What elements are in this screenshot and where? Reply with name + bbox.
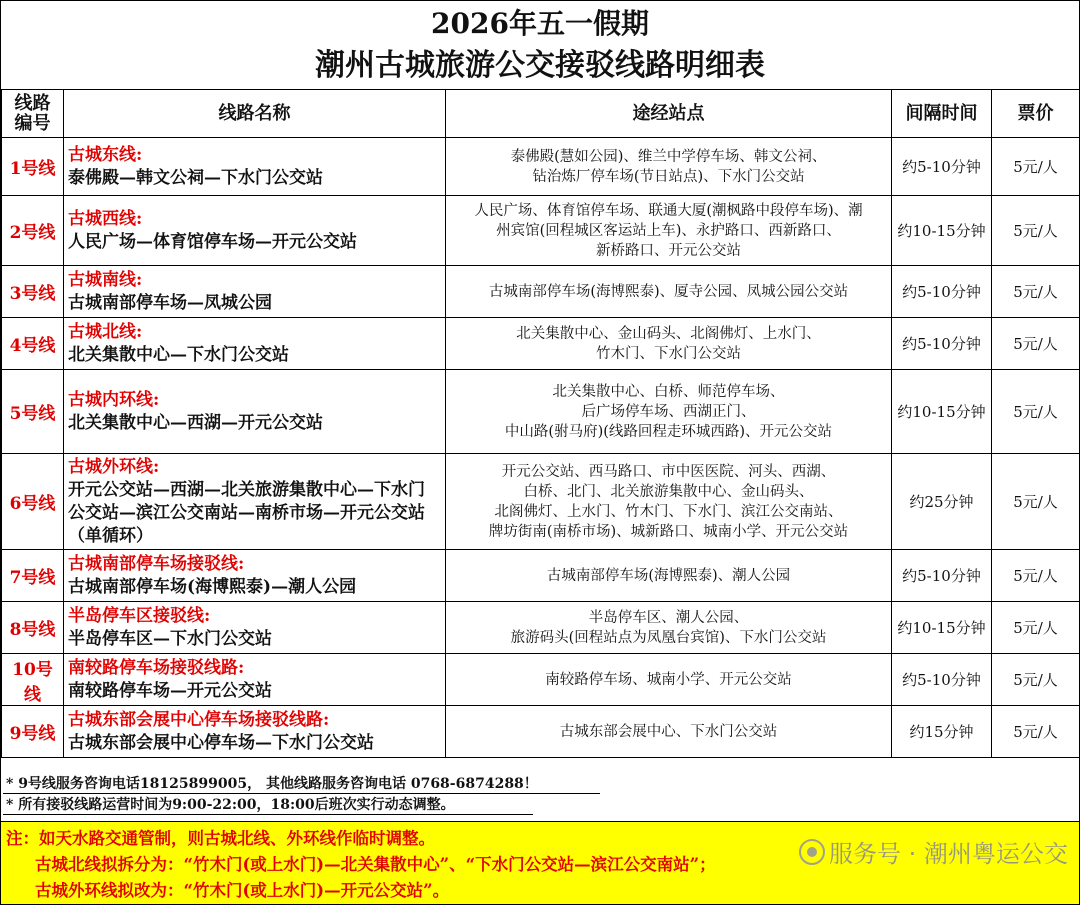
- note-underline-2: [3, 814, 533, 815]
- note-hotline: * 9号线服务咨询电话18125899005， 其他线路服务咨询电话 0768-6874288！: [6, 776, 538, 792]
- stops-line: 人民广场、体育馆停车场、联通大厦(潮枫路中段停车场)、潮: [474, 202, 863, 219]
- route-stops: [446, 370, 892, 454]
- route-number: 1号线: [2, 138, 64, 196]
- stops-line: 钻治炼厂停车场(节日站点)、下水门公交站: [532, 168, 805, 185]
- route-name-cell: [64, 266, 446, 318]
- stops-line: 后广场停车场、西湖正门、: [581, 403, 756, 420]
- route-stops: [446, 266, 892, 318]
- route-path: 北关集散中心—西湖—开元公交站: [68, 412, 323, 433]
- title-line-1: 2026年五一假期: [431, 7, 649, 40]
- stops-line: 古城南部停车场(海博熙泰)、厦寺公园、凤城公园公交站: [488, 283, 849, 300]
- stops-line: 旅游码头(回程站点为凤凰台宾馆)、下水门公交站: [510, 629, 827, 646]
- title-block: [1, 1, 1079, 90]
- route-interval: 约5-10分钟: [892, 550, 992, 602]
- route-name-cell: [64, 370, 446, 454]
- stops-line: 开元公交站、西马路口、市中医医院、河头、西湖、: [501, 463, 836, 480]
- route-title: 古城内环线:: [68, 389, 160, 410]
- stops-line: 古城东部会展中心、下水门公交站: [559, 723, 778, 740]
- title-line-2: 潮州古城旅游公交接驳线路明细表: [315, 48, 765, 83]
- route-number: 2号线: [2, 196, 64, 266]
- route-price: 5元/人: [992, 318, 1080, 370]
- stops-line: 新桥路口、开元公交站: [596, 242, 741, 259]
- note-hours: * 所有接驳线路运营时间为9:00-22:00，18:00后班次实行动态调整。: [6, 797, 455, 813]
- route-interval: 约15分钟: [892, 706, 992, 758]
- stops-line: 北关集散中心、金山码头、北阁佛灯、上水门、: [516, 325, 821, 342]
- route-stops: [446, 318, 892, 370]
- route-row: [2, 706, 1080, 758]
- route-number: 10号线: [2, 654, 64, 706]
- route-stops: [446, 196, 892, 266]
- route-path: 南较路停车场—开元公交站: [68, 680, 272, 701]
- route-number: 6号线: [2, 454, 64, 550]
- route-stops: [446, 550, 892, 602]
- route-row: [2, 196, 1080, 266]
- route-stops: [446, 706, 892, 758]
- route-row: [2, 318, 1080, 370]
- route-interval: 约5-10分钟: [892, 266, 992, 318]
- route-price: 5元/人: [992, 454, 1080, 550]
- route-price: 5元/人: [992, 706, 1080, 758]
- stops-line: 白桥、北门、北关旅游集散中心、金山码头、: [523, 483, 814, 500]
- route-title: 半岛停车区接驳线:: [68, 605, 211, 626]
- route-name-cell: [64, 454, 446, 550]
- route-row: [2, 370, 1080, 454]
- route-interval: 约10-15分钟: [892, 196, 992, 266]
- watermark-text: 服务号 · 潮州粤运公交: [829, 840, 1068, 868]
- header-stops: 途经站点: [446, 90, 892, 138]
- route-name-cell: [64, 550, 446, 602]
- route-path: 古城南部停车场—凤城公园: [68, 292, 272, 313]
- route-name-cell: [64, 706, 446, 758]
- route-interval: 约25分钟: [892, 454, 992, 550]
- route-row: [2, 602, 1080, 654]
- route-row: [2, 454, 1080, 550]
- header-interval: 间隔时间: [892, 90, 992, 138]
- stops-line: 州宾馆(回程城区客运站上车)、永护路口、西新路口、: [496, 222, 841, 239]
- route-path: 古城东部会展中心停车场—下水门公交站: [68, 732, 374, 753]
- route-name-cell: [64, 196, 446, 266]
- route-price: 5元/人: [992, 654, 1080, 706]
- route-row: [2, 654, 1080, 706]
- route-title: 古城外环线:: [68, 456, 160, 477]
- route-number: 3号线: [2, 266, 64, 318]
- route-title: 古城东线:: [68, 144, 143, 165]
- route-price: 5元/人: [992, 196, 1080, 266]
- warning-line-1: 注：如天水路交通管制，则古城北线、外环线作临时调整。: [6, 829, 435, 848]
- route-path: 人民广场—体育馆停车场—开元公交站: [68, 231, 357, 252]
- route-number: 4号线: [2, 318, 64, 370]
- header-row: [2, 90, 1080, 138]
- stops-line: 北关集散中心、白桥、师范停车场、: [552, 383, 785, 400]
- route-path: 开元公交站—西湖—北关旅游集散中心—下水门公交站—滨江公交南站—南桥市场—开元公交站（单循环）: [68, 479, 425, 546]
- route-number: 7号线: [2, 550, 64, 602]
- route-number: 8号线: [2, 602, 64, 654]
- route-price: 5元/人: [992, 266, 1080, 318]
- route-path: 北关集散中心—下水门公交站: [68, 344, 289, 365]
- route-name-cell: [64, 654, 446, 706]
- route-title: 古城东部会展中心停车场接驳线路:: [68, 709, 330, 730]
- route-interval: 约5-10分钟: [892, 654, 992, 706]
- route-path: 古城南部停车场(海博熙泰)—潮人公园: [68, 576, 357, 597]
- notes-block: [1, 769, 1079, 822]
- route-path: 泰佛殿—韩文公祠—下水门公交站: [68, 167, 323, 188]
- route-price: 5元/人: [992, 138, 1080, 196]
- route-path: 半岛停车区—下水门公交站: [68, 628, 272, 649]
- route-price: 5元/人: [992, 602, 1080, 654]
- stops-line: 中山路(驸马府)(线路回程走环城西路)、开元公交站: [504, 423, 833, 440]
- warning-line-2: 古城北线拟拆分为：“竹木门(或上水门)—北关集散中心”、“下水门公交站—滨江公交南站”；: [35, 855, 716, 874]
- route-stops: [446, 138, 892, 196]
- watermark: [799, 839, 1068, 869]
- stops-line: 北阁佛灯、上水门、竹木门、下水门、滨江公交南站、: [494, 503, 843, 520]
- route-title: 古城北线:: [68, 321, 143, 342]
- route-title: 南较路停车场接驳线路:: [68, 657, 245, 678]
- route-interval: 约5-10分钟: [892, 318, 992, 370]
- header-route-name: 线路名称: [64, 90, 446, 138]
- header-no-line2: 编号: [14, 112, 51, 134]
- route-interval: 约10-15分钟: [892, 602, 992, 654]
- header-price: 票价: [992, 90, 1080, 138]
- note-underline-1: [3, 793, 600, 794]
- warning-line-3: 古城外环线拟改为：“竹木门(或上水门)—开元公交站”。: [35, 881, 450, 900]
- route-title: 古城西线:: [68, 208, 143, 229]
- stops-line: 竹木门、下水门公交站: [596, 345, 741, 362]
- route-name-cell: [64, 602, 446, 654]
- routes-table: [1, 89, 1080, 758]
- route-name-cell: [64, 138, 446, 196]
- stops-line: 泰佛殿(慧如公园)、维兰中学停车场、韩文公祠、: [510, 148, 827, 165]
- route-row: [2, 138, 1080, 196]
- stops-line: 半岛停车区、潮人公园、: [588, 609, 749, 626]
- route-title: 古城南线:: [68, 269, 143, 290]
- stops-line: 南较路停车场、城南小学、开元公交站: [545, 671, 792, 688]
- route-row: [2, 266, 1080, 318]
- route-price: 5元/人: [992, 370, 1080, 454]
- header-no-line1: 线路: [14, 92, 51, 114]
- stops-line: 牌坊街南(南桥市场)、城新路口、城南小学、开元公交站: [488, 523, 849, 540]
- route-interval: 约10-15分钟: [892, 370, 992, 454]
- wechat-service-icon: [799, 839, 825, 865]
- route-number: 9号线: [2, 706, 64, 758]
- route-number: 5号线: [2, 370, 64, 454]
- stops-line: 古城南部停车场(海博熙泰)、潮人公园: [546, 567, 791, 584]
- route-interval: 约5-10分钟: [892, 138, 992, 196]
- route-name-cell: [64, 318, 446, 370]
- route-stops: [446, 454, 892, 550]
- route-stops: [446, 602, 892, 654]
- route-row: [2, 550, 1080, 602]
- header-route-no: [2, 90, 64, 138]
- route-price: 5元/人: [992, 550, 1080, 602]
- route-title: 古城南部停车场接驳线:: [68, 553, 245, 574]
- route-stops: [446, 654, 892, 706]
